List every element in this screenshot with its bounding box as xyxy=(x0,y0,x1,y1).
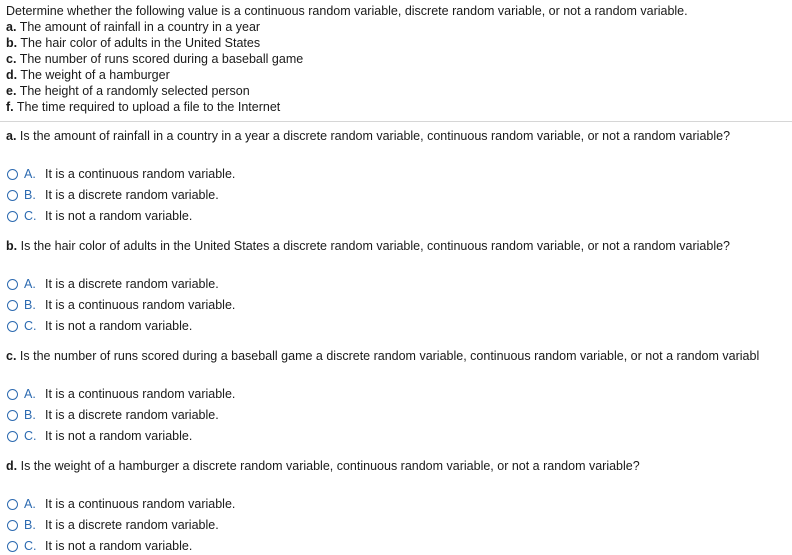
question-d: d. Is the weight of a hamburger a discrete random variable, continuous random variable, or not a random variable? xyxy=(6,459,640,473)
question-b-option-a[interactable]: A. It is a discrete random variable. xyxy=(7,276,219,292)
radio-button-icon[interactable] xyxy=(7,431,18,442)
problem-prompt: Determine whether the following value is a continuous random variable, discrete random variable, or not a random variable. xyxy=(6,4,688,18)
item-d: d. The weight of a hamburger xyxy=(6,68,170,82)
question-c-option-a[interactable]: A. It is a continuous random variable. xyxy=(7,386,235,402)
radio-button-icon[interactable] xyxy=(7,321,18,332)
item-e: e. The height of a randomly selected person xyxy=(6,84,250,98)
radio-button-icon[interactable] xyxy=(7,520,18,531)
question-c-option-b[interactable]: B. It is a discrete random variable. xyxy=(7,407,219,423)
question-d-option-c[interactable]: C. It is not a random variable. xyxy=(7,538,192,554)
radio-button-icon[interactable] xyxy=(7,211,18,222)
question-d-option-a[interactable]: A. It is a continuous random variable. xyxy=(7,496,235,512)
radio-button-icon[interactable] xyxy=(7,190,18,201)
question-b-option-c[interactable]: C. It is not a random variable. xyxy=(7,318,192,334)
problem-statement xyxy=(6,3,688,115)
radio-button-icon[interactable] xyxy=(7,499,18,510)
item-a: a. The amount of rainfall in a country in a year xyxy=(6,20,261,34)
radio-button-icon[interactable] xyxy=(7,169,18,180)
radio-button-icon[interactable] xyxy=(7,389,18,400)
question-b-option-b[interactable]: B. It is a continuous random variable. xyxy=(7,297,235,313)
radio-button-icon[interactable] xyxy=(7,410,18,421)
question-a-option-b[interactable]: B. It is a discrete random variable. xyxy=(7,187,219,203)
question-b: b. Is the hair color of adults in the United States a discrete random variable, continuous random variable, or not a random variable? xyxy=(6,239,731,253)
question-a-option-a[interactable]: A. It is a continuous random variable. xyxy=(7,166,235,182)
item-f: f. The time required to upload a file to the Internet xyxy=(6,100,281,114)
item-b: b. The hair color of adults in the United States xyxy=(6,36,261,50)
section-divider xyxy=(0,121,792,122)
radio-button-icon[interactable] xyxy=(7,279,18,290)
question-c-option-c[interactable]: C. It is not a random variable. xyxy=(7,428,192,444)
radio-button-icon[interactable] xyxy=(7,541,18,552)
question-a-option-c[interactable]: C. It is not a random variable. xyxy=(7,208,192,224)
item-c: c. The number of runs scored during a baseball game xyxy=(6,52,304,66)
question-d-option-b[interactable]: B. It is a discrete random variable. xyxy=(7,517,219,533)
radio-button-icon[interactable] xyxy=(7,300,18,311)
question-c: c. Is the number of runs scored during a baseball game a discrete random variable, continuous random variable, or not a random variabl xyxy=(6,349,760,363)
question-a: a. Is the amount of rainfall in a country in a year a discrete random variable, continuous random variable, or not a random variable? xyxy=(6,129,731,143)
